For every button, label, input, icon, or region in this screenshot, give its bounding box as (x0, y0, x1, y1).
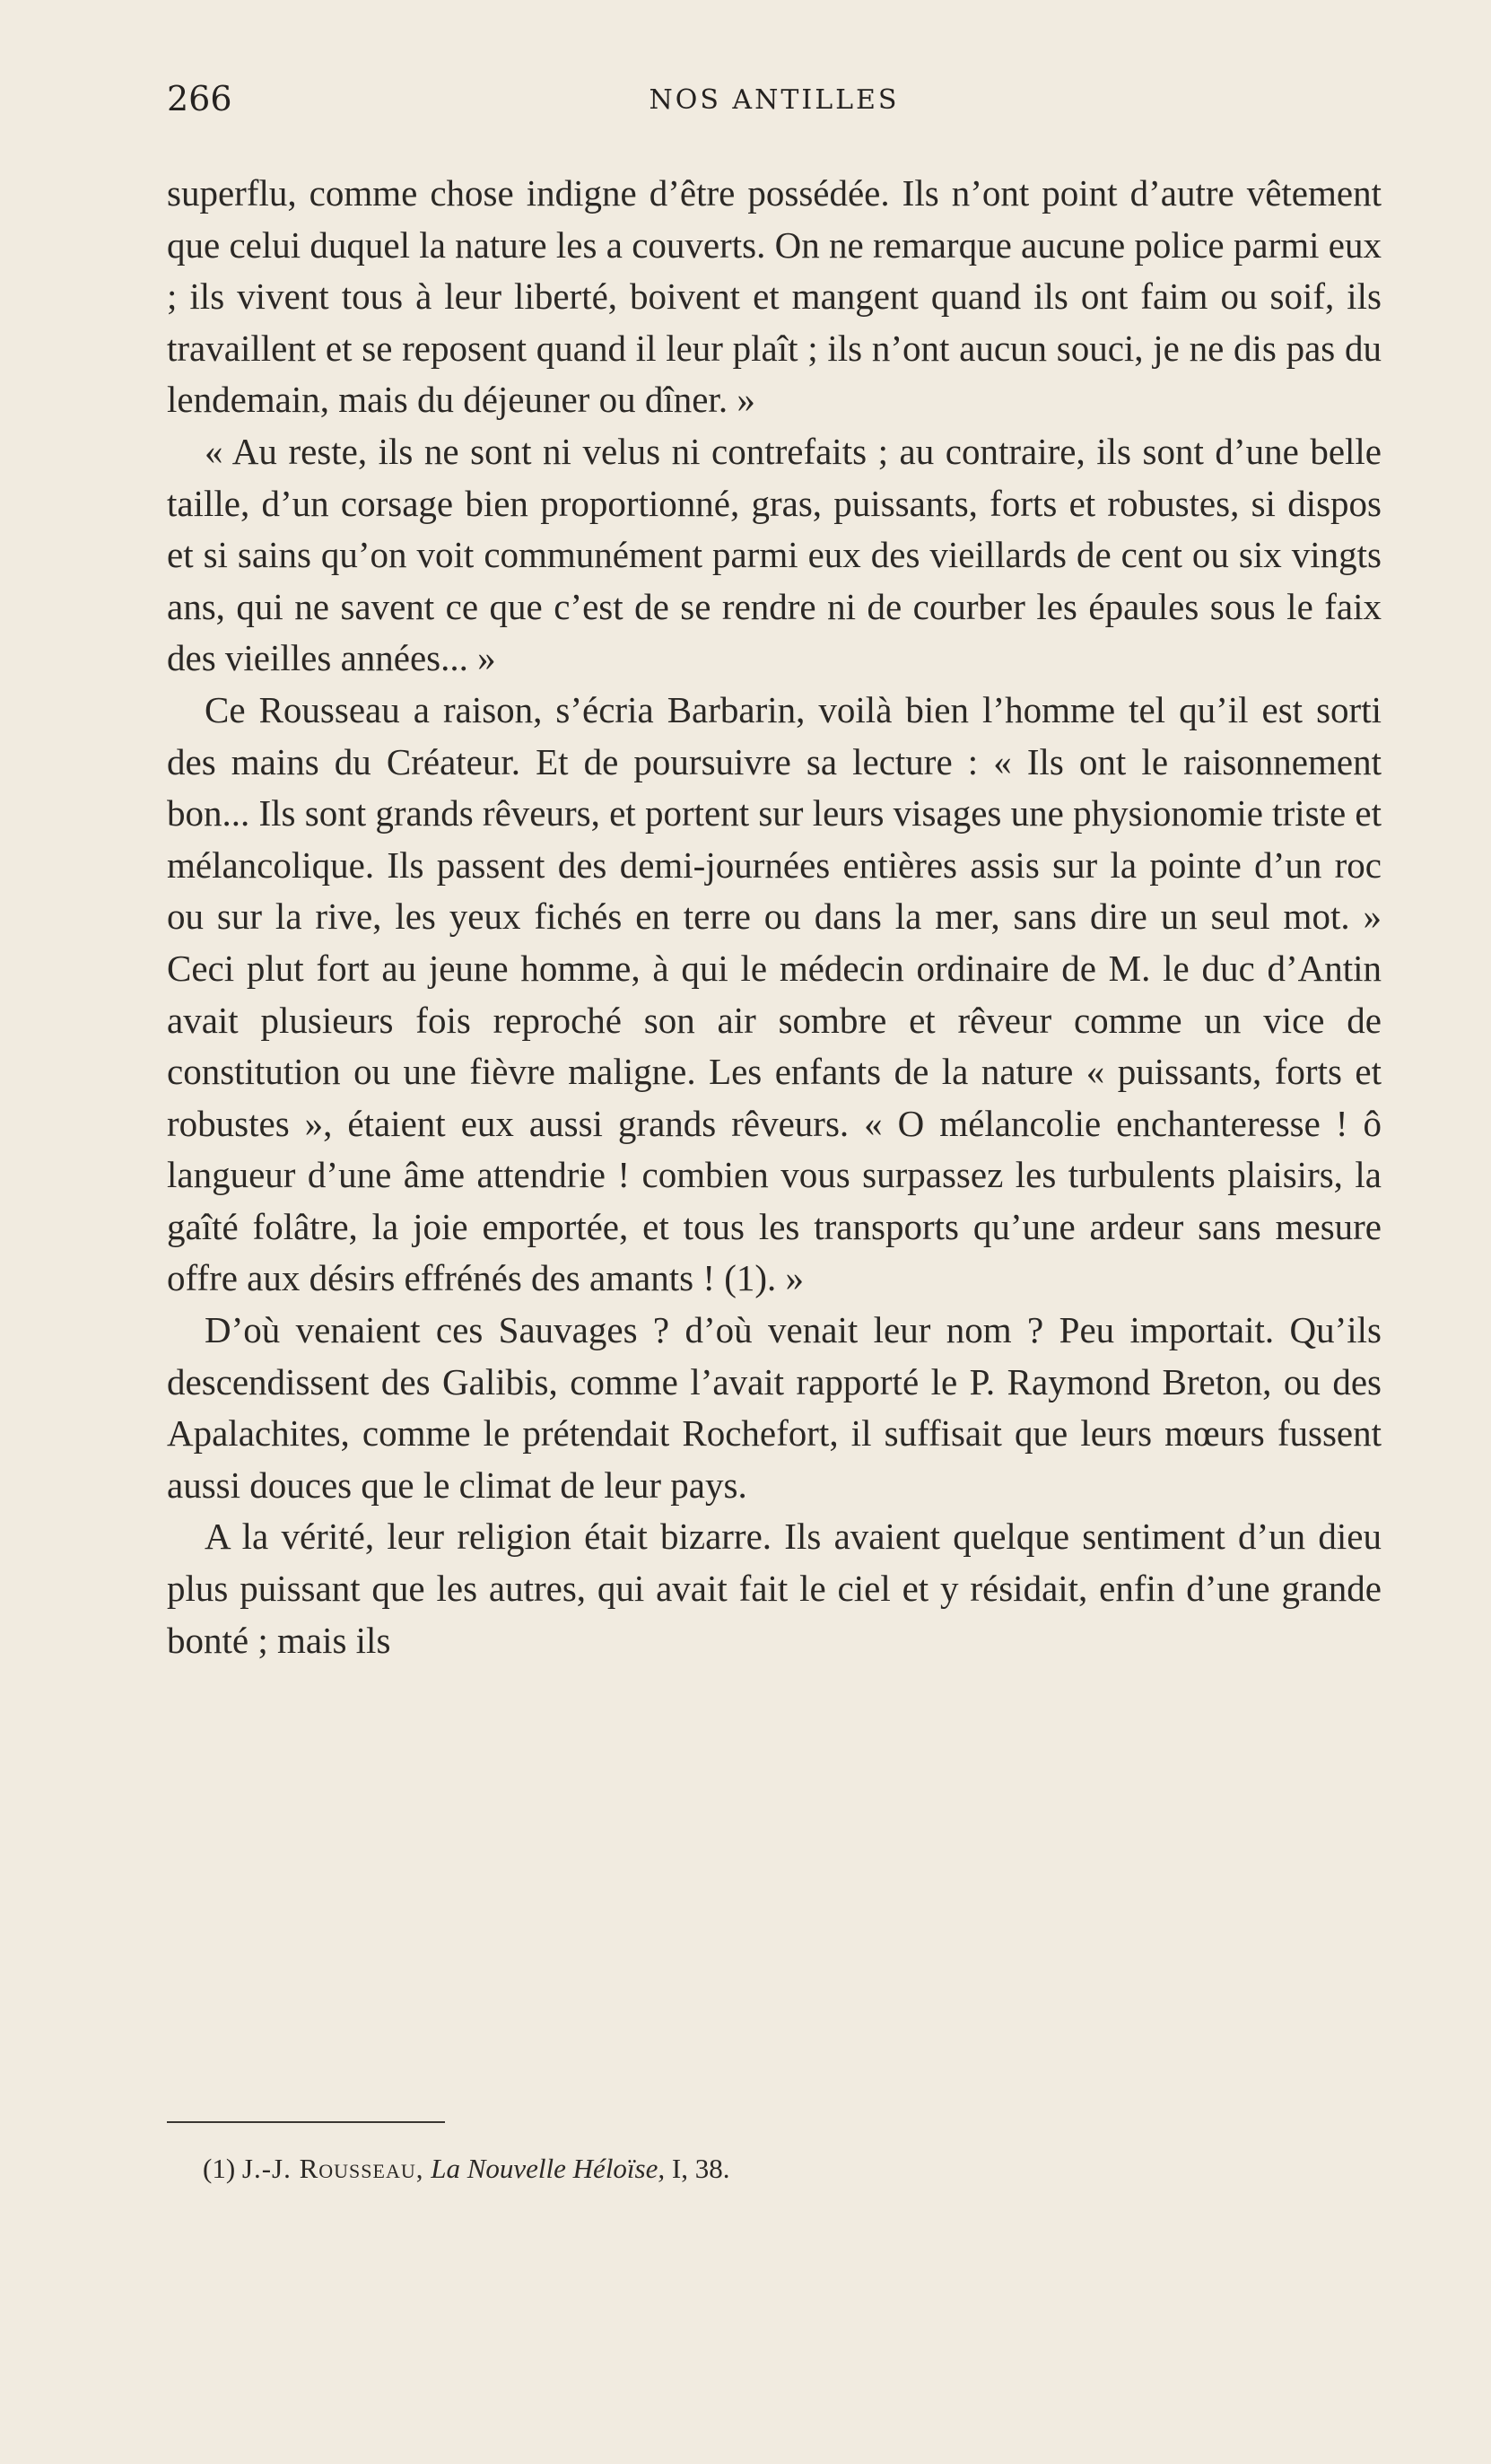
paragraph-2: « Au reste, ils ne sont ni velus ni contrefaits ; au contraire, ils sont d’une belle taille, d’un corsage bien proportionné, gras, puissants, forts et robustes, si dispos et si sains qu’on voit communément parmi eux des vieillards de cent ou six vingts ans, qui ne savent ce que c’est de se rendre ni de courber les épaules sous le faix des vieilles années... » (167, 430, 1382, 679)
running-title: NOS ANTILLES (649, 84, 900, 116)
footnote-work: La Nouvelle Héloïse, (431, 2153, 666, 2184)
paragraph-3: Ce Rousseau a raison, s’écria Barbarin, voilà bien l’homme tel qu’il est sorti des mains du Créateur. Et de poursuivre sa lecture : « Ils ont le raisonnement bon... Ils sont grands rêveurs, et portent sur leurs visages une physionomie triste et mélancolique. Ils passent des demi-journées entières assis sur la pointe d’un roc ou sur la rive, les yeux fichés en terre ou dans la mer, sans dire un seul mot. » Ceci plut fort au jeune homme, à qui le médecin ordinaire de M. le duc d’Antin avait plusieurs fois reproché son air sombre et rêveur comme un vice de constitution ou une fièvre maligne. Les enfants de la nature « puissants, forts et robustes », étaient eux aussi grands rêveurs. « O mélancolie enchanteresse ! ô langueur d’une âme attendrie ! combien vous surpassez les turbulents plaisirs, la gaîté folâtre, la joie emportée, et tous les transports qu’une ardeur sans mesure offre aux désirs effrénés des amants ! (1). » (167, 688, 1382, 1299)
paragraph-1: superflu, comme chose indigne d’être possédée. Ils n’ont point d’autre vêtement que celui duquel la nature les a couverts. On ne remarque aucune police parmi eux ; ils vivent tous à leur liberté, boivent et mangent quand ils ont faim ou soif, ils travaillent et se reposent quand il leur plaît ; ils n’ont aucun souci, je ne dis pas du lendemain, mais du déjeuner ou dîner. » (167, 172, 1382, 421)
footnote-reference: I, 38. (671, 2153, 730, 2184)
page-number: 266 (167, 79, 232, 118)
page-header (167, 79, 1382, 124)
footnote-divider (167, 2121, 445, 2123)
body-text (167, 168, 1382, 1666)
footnote-marker: (1) (203, 2153, 236, 2184)
footnote (203, 2153, 1369, 2185)
footnote-author: J.-J. Rousseau, (241, 2153, 424, 2184)
paragraph-5: A la vérité, leur religion était bizarre. Ils avaient quelque sentiment d’un dieu plus puissant que les autres, qui avait fait le ciel et y résidait, enfin d’une grande bonté ; mais ils (167, 1516, 1382, 1661)
paragraph-4: D’où venaient ces Sauvages ? d’où venait leur nom ? Peu importait. Qu’ils descendissent des Galibis, comme l’avait rapporté le P. Raymond Breton, ou des Apalachites, comme le prétendait Rochefort, il suffisait que leurs mœurs fussent aussi douces que le climat de leur pays. (167, 1309, 1382, 1506)
